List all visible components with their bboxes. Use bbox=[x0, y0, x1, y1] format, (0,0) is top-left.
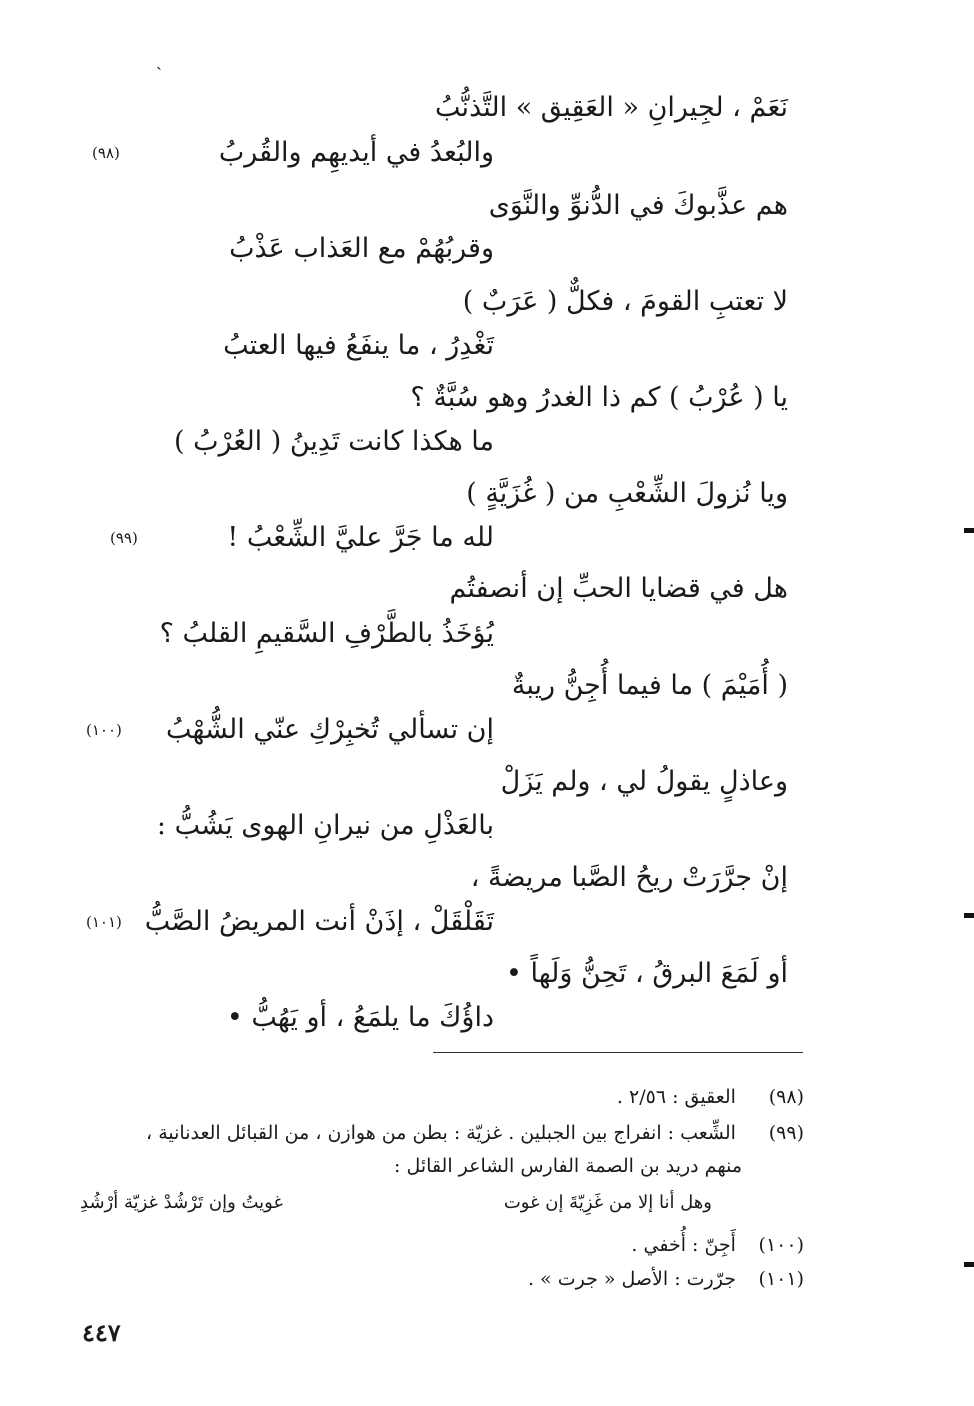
footnote-number: (٩٨) bbox=[768, 1086, 804, 1108]
footnote-text: جرّرت : الأصل « جرت » . bbox=[527, 1268, 736, 1290]
footnote-number: (١٠٠) bbox=[758, 1234, 804, 1256]
binding-mark bbox=[964, 913, 974, 918]
verse-first-hemistich: ويا نُزولَ الشِّعْبِ من ( غُزَيَّةٍ ) bbox=[466, 478, 788, 509]
footnote-reference: (٩٩) bbox=[110, 529, 138, 547]
verse-second-hemistich: تَغْدِرُ ، ما ينفَعُ فيها العتبُ bbox=[223, 330, 494, 361]
footnote bbox=[631, 1230, 804, 1260]
footnote-continuation: منهم دريد بن الصمة الفارس الشاعر القائل : bbox=[394, 1155, 742, 1177]
verse-second-hemistich: ما هكذا كانت تَدِينُ ( العُرْبُ ) bbox=[173, 426, 494, 457]
verse-first-hemistich: أو لَمَعَ البرقُ ، تَحِنُّ وَلَهاً • bbox=[505, 958, 788, 989]
binding-mark bbox=[964, 1262, 974, 1267]
verse-first-hemistich: وعاذلٍ يقولُ لي ، ولم يَزَلْ bbox=[500, 766, 788, 797]
page-number: ٤٤٧ bbox=[82, 1318, 121, 1347]
footnote bbox=[146, 1118, 804, 1148]
verse-first-hemistich: إنْ جرَّرَتْ ريحُ الصَّبا مريضةً ، bbox=[470, 862, 788, 893]
verse-first-hemistich: ( أُمَيْمَ ) ما فيما أُجِنُّ ريبةٌ bbox=[511, 670, 788, 701]
footnote-separator bbox=[433, 1052, 803, 1053]
binding-mark bbox=[964, 528, 974, 533]
verse-first-hemistich: لا تعتبِ القومَ ، فكلٌّ ( عَرَبٌ ) bbox=[462, 286, 788, 317]
footnote-reference: (٩٨) bbox=[92, 144, 120, 162]
footnote-text: الشِّعب : انفراج بين الجبلين . غزيّة : بطن من هوازن ، من القبائل العدنانية ، bbox=[146, 1122, 736, 1144]
footnote-poem-second: غويتُ وإن تَرْشُدْ غزيّة أرْشُدِ bbox=[80, 1192, 283, 1213]
verse-second-hemistich: إن تسألي تُخبِرْكِ عنّي الشُّهْبُ bbox=[166, 714, 494, 745]
verse-first-hemistich: يا ( عُرْبُ ) كم ذا الغدرُ وهو سُبَّةٌ ؟ bbox=[410, 382, 788, 413]
footnote-number: (٩٩) bbox=[768, 1122, 804, 1144]
verse-second-hemistich: لله ما جَرَّ عليَّ الشِّعْبُ ! bbox=[227, 522, 494, 553]
footnote-text: العقيق : ٢/٥٦ . bbox=[616, 1086, 736, 1108]
verse-first-hemistich: هل في قضايا الحبِّ إن أنصفتُم bbox=[449, 573, 788, 604]
footnote-text: أَجِنّ : أُخفي . bbox=[631, 1234, 736, 1256]
footnote-number: (١٠١) bbox=[758, 1268, 804, 1290]
footnote bbox=[528, 1264, 804, 1294]
verse-second-hemistich: يُؤخَذُ بالطَّرْفِ السَّقيمِ القلبُ ؟ bbox=[159, 618, 494, 649]
verse-second-hemistich: تَقَلْقَلْ ، إذَنْ أنت المريضُ الصَّبُّ bbox=[144, 906, 494, 937]
stray-mark: ˎ bbox=[156, 50, 162, 71]
verse-second-hemistich: بالعَذْلِ من نيرانِ الهوى يَشُبُّ : bbox=[156, 810, 494, 841]
verse-second-hemistich: وقربُهُمْ مع العَذاب عَذْبُ bbox=[229, 233, 494, 264]
footnote bbox=[617, 1082, 804, 1112]
footnote-reference: (١٠١) bbox=[86, 913, 122, 931]
verse-second-hemistich: والبُعدُ في أيديهِم والقُربُ bbox=[218, 137, 494, 168]
verse-first-hemistich: هم عذَّبوكَ في الدُّنوِّ والنَّوَى bbox=[488, 190, 788, 221]
footnote-poem-first: وهل أنا إلا من غَزِيّةَ إن غوت bbox=[503, 1192, 712, 1213]
footnote-reference: (١٠٠) bbox=[86, 721, 122, 739]
verse-first-hemistich: نَعَمْ ، لجِيرانِ « العَقِيق » التَّذنُّبُ bbox=[435, 92, 788, 123]
verse-second-hemistich: داؤُكَ ما يلمَعُ ، أو يَهُبُّ • bbox=[226, 1002, 494, 1033]
